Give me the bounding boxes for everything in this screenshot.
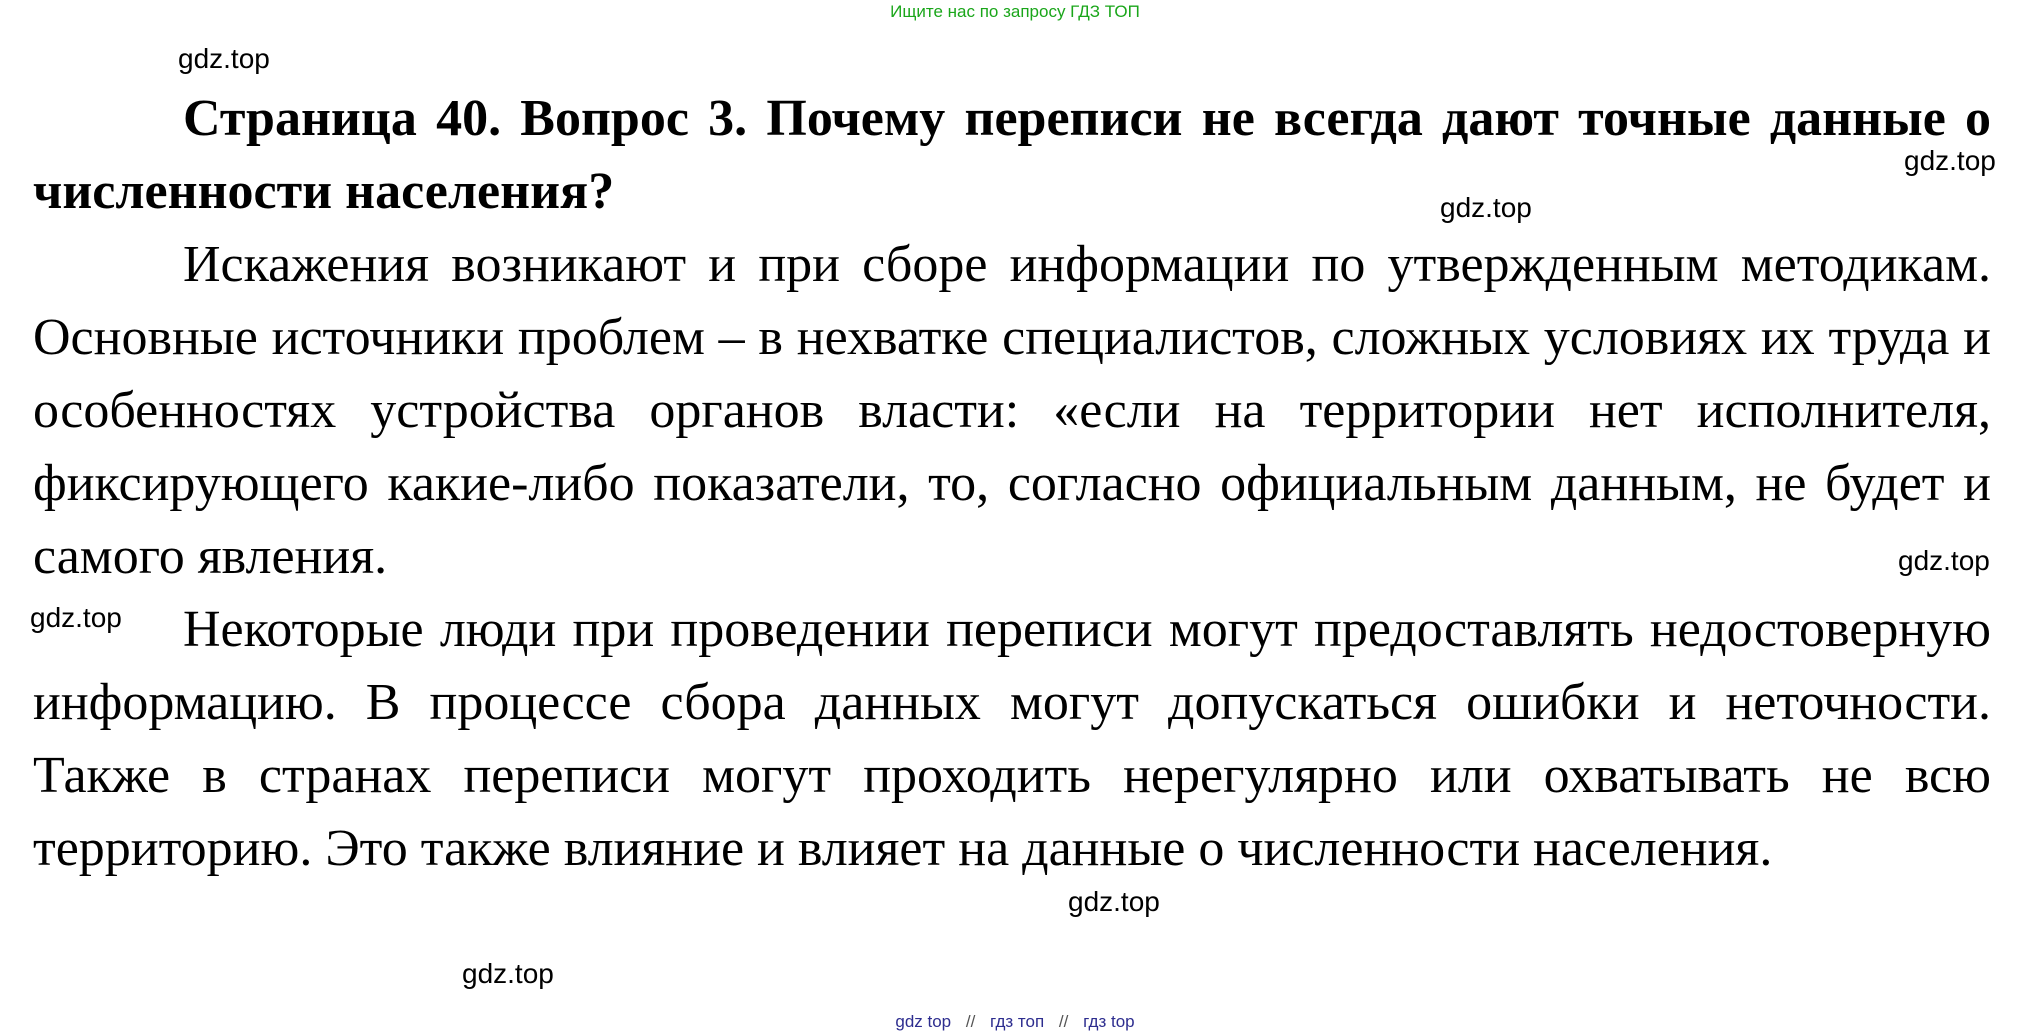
document-content [33,82,1991,885]
answer-paragraph: Искажения возникают и при сборе информации по утвержденным методикам. Основные источники проблем – в нехватке специалистов, сложных условиях их труда и особенностях устройства органов власти: «если на территории нет исполнителя, фиксирующего какие-либо показатели, то, согласно официальным данным, не будет и самого явления. [33,236,1991,585]
watermark: gdz.top [178,43,270,74]
watermark: gdz.top [1904,145,1996,176]
footer-link[interactable]: гдз top [1083,1012,1135,1031]
footer-separator: // [965,1012,976,1031]
watermark: gdz.top [30,602,122,633]
watermark: gdz.top [1068,886,1160,917]
top-banner[interactable]: Ищите нас по запросу ГДЗ ТОП [890,2,1140,21]
watermark: gdz.top [1898,545,1990,576]
footer-link[interactable]: gdz top [895,1012,952,1031]
footer-link[interactable]: гдз топ [990,1012,1045,1031]
footer-links [0,1012,2030,1032]
question-heading: Страница 40. Вопрос 3. Почему переписи не всегда дают точные данные о численности населения? [33,90,1991,220]
watermark: gdz.top [462,958,554,989]
answer-paragraph: Некоторые люди при проведении переписи могут предоставлять недостоверную информацию. В процессе сбора данных могут допускаться ошибки и неточности. Также в странах переписи могут проходить нерегулярно или охватывать не всю территорию. Это также влияние и влияет на данные о численности населения. [33,601,1991,877]
watermark: gdz.top [1440,192,1532,223]
footer-separator: // [1058,1012,1069,1031]
